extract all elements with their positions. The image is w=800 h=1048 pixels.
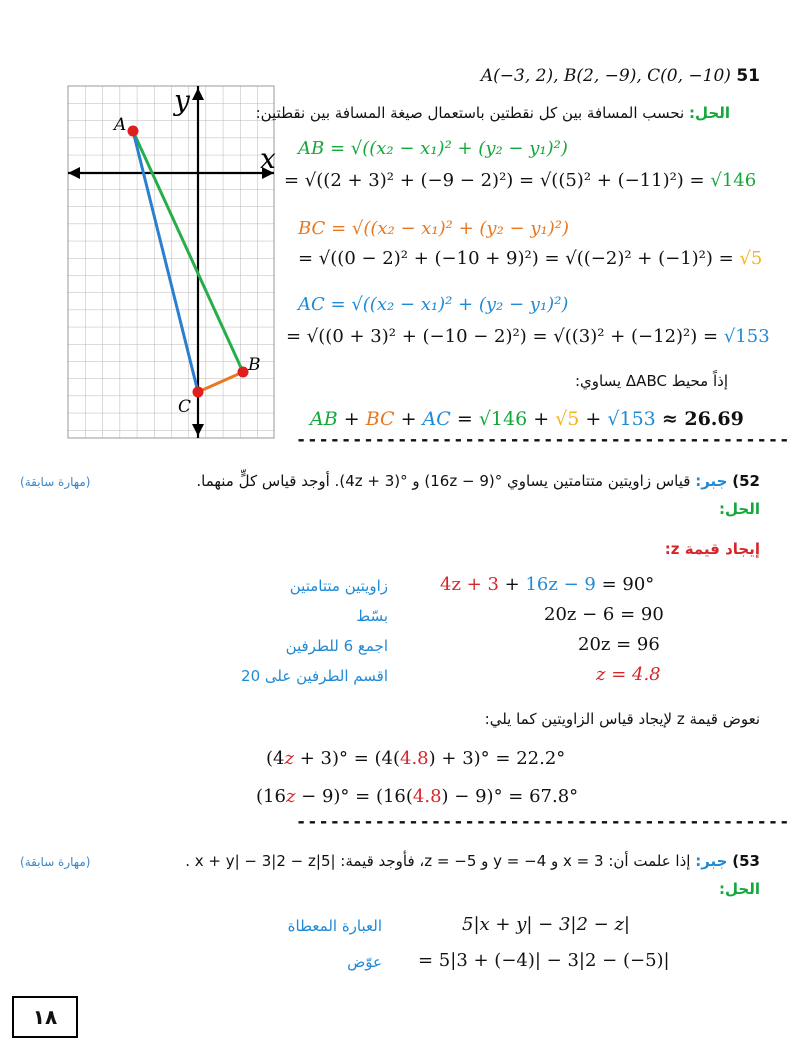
ac-calc-line xyxy=(286,326,770,347)
problem-52-header xyxy=(196,472,760,490)
eq-row-1-note: زاويتين متتامتين xyxy=(289,577,388,595)
ac-calc: = √((0 + 3)² + (−10 − 2)²) = √((3)² + (−12)²) = xyxy=(286,326,719,347)
sum-r3: √153 xyxy=(607,408,656,430)
label-B: B xyxy=(248,355,261,375)
sum-r1: √146 xyxy=(478,408,528,430)
problem-51-header xyxy=(481,66,760,86)
angle-1-z: z xyxy=(284,748,294,769)
substitution-note: عوّض xyxy=(347,953,382,971)
eq-row-1-rest: = 90° xyxy=(601,574,655,595)
substitution-line: = 5|3 + (−4)| − 3|2 − (−5)| xyxy=(418,950,670,971)
problem-52-tag: جبر: xyxy=(695,472,728,490)
perimeter-sum-line: AB + BC + AC = √146 + √5 + √153 ≈ 26.69 xyxy=(310,408,744,430)
eq-row-1: 4z + 3 + 16z − 9 = 90° xyxy=(440,574,655,595)
problem-53-tag: جبر: xyxy=(695,852,728,870)
bc-calc-line xyxy=(298,248,762,269)
eq-row-1-red: 4z + 3 xyxy=(440,574,499,595)
ac-name: AC xyxy=(298,294,325,315)
bc-formula-line: BC = √((x₂ − x₁)² + (y₂ − y₁)²) xyxy=(298,218,569,239)
sum-total: ≈ 26.69 xyxy=(661,408,744,430)
separator-1: -------------------------------------------- xyxy=(296,430,791,450)
problem-53-number: 53) xyxy=(732,852,760,870)
ab-formula: √((x₂ − x₁)² + (y₂ − y₁)²) xyxy=(350,138,568,159)
label-y: y xyxy=(174,84,190,117)
problem-53-skill: (مهارة سابقة) xyxy=(20,855,91,869)
sum-ac: AC xyxy=(422,408,451,430)
ac-formula: √((x₂ − x₁)² + (y₂ − y₁)²) xyxy=(351,294,569,315)
eq-row-1-blue: 16z − 9 xyxy=(525,574,596,595)
angle-2-value: 4.8 xyxy=(412,786,442,807)
angle-1-a: (4 xyxy=(266,748,285,769)
eq-row-4: z = 4.8 xyxy=(596,664,661,685)
ab-calc-line xyxy=(284,170,756,191)
ab-calc: = √((2 + 3)² + (−9 − 2)²) = √((5)² + (−11)²) = xyxy=(284,170,705,191)
ac-result: √153 xyxy=(723,326,770,347)
perimeter-intro: إذاً محيط ΔABC يساوي: xyxy=(574,372,728,390)
solution-label-51: الحل: xyxy=(689,104,730,122)
problem-52-number: 52) xyxy=(732,472,760,490)
angle-1-c: ) + 3)° = 22.2° xyxy=(428,748,566,769)
find-z-heading: إيجاد قيمة z: xyxy=(664,540,760,558)
angle-1-value: 4.8 xyxy=(400,748,429,769)
angle-2-a: (16 xyxy=(256,786,286,807)
solution-label-52: الحل: xyxy=(719,500,760,518)
label-A: A xyxy=(114,115,127,135)
label-x: x xyxy=(260,142,276,175)
eq-row-3-note: اجمع 6 للطرفين xyxy=(285,637,388,655)
problem-52-skill: (مهارة سابقة) xyxy=(20,475,91,489)
ab-formula-line: AB = √((x₂ − x₁)² + (y₂ − y₁)²) xyxy=(298,138,568,159)
sum-bc: BC xyxy=(365,408,395,430)
angle-2-b: − 9)° = (16( xyxy=(295,786,413,807)
angle-1-b: + 3)° = (4( xyxy=(293,748,400,769)
given-expression: 5|x + y| − 3|2 − z| xyxy=(462,914,630,935)
problem-51-number: 51 xyxy=(736,66,760,86)
problem-53-text: إذا علمت أن: x = 3 و y = −4 و z = −5، فأوجد قيمة: |x + y| − 3|2 − z|5 . xyxy=(185,852,691,870)
sum-ab: AB xyxy=(310,408,338,430)
bc-calc: = √((0 − 2)² + (−10 + 9)²) = √((−2)² + (−1)²) = xyxy=(298,248,734,269)
angle-1-line xyxy=(266,748,565,769)
page-number: ١٨ xyxy=(12,996,78,1038)
angle-2-z: z xyxy=(285,786,296,807)
problem-53-header xyxy=(185,852,760,870)
given-expression-note: العبارة المعطاة xyxy=(287,917,382,935)
coordinate-graph xyxy=(68,86,274,438)
angle-2-c: ) − 9)° = 67.8° xyxy=(441,786,579,807)
bc-result: √5 xyxy=(739,248,763,269)
bc-name: BC xyxy=(298,218,326,239)
substitution-intro: نعوض قيمة z لإيجاد قياس الزاويتين كما يلي: xyxy=(484,710,760,728)
ab-name: AB xyxy=(298,138,325,159)
problem-52-text: قياس زاويتين متتامتين يساوي °(16z − 9) و °(4z + 3). أوجد قياس كلٍّ منهما. xyxy=(196,472,691,490)
problem-51-points: A(−3, 2), B(2, −9), C(0, −10) xyxy=(480,66,731,86)
separator-2: -------------------------------------------- xyxy=(296,812,791,832)
ac-formula-line: AC = √((x₂ − x₁)² + (y₂ − y₁)²) xyxy=(298,294,569,315)
eq-row-2-note: بسّط xyxy=(356,607,388,625)
angle-2-line xyxy=(256,786,578,807)
bc-formula: √((x₂ − x₁)² + (y₂ − y₁)²) xyxy=(351,218,569,239)
eq-row-2: 20z − 6 = 90 xyxy=(544,604,664,625)
problem-51-intro-line xyxy=(256,104,730,122)
eq-row-4-note: اقسم الطرفين على 20 xyxy=(241,667,388,685)
label-C: C xyxy=(178,397,192,417)
problem-51-intro: نحسب المسافة بين كل نقطتين باستعمال صيغة المسافة بين نقطتين: xyxy=(255,104,685,122)
ab-result: √146 xyxy=(710,170,757,191)
eq-row-3: 20z = 96 xyxy=(578,634,660,655)
sum-r2: √5 xyxy=(555,408,580,430)
solution-label-53: الحل: xyxy=(719,880,760,898)
